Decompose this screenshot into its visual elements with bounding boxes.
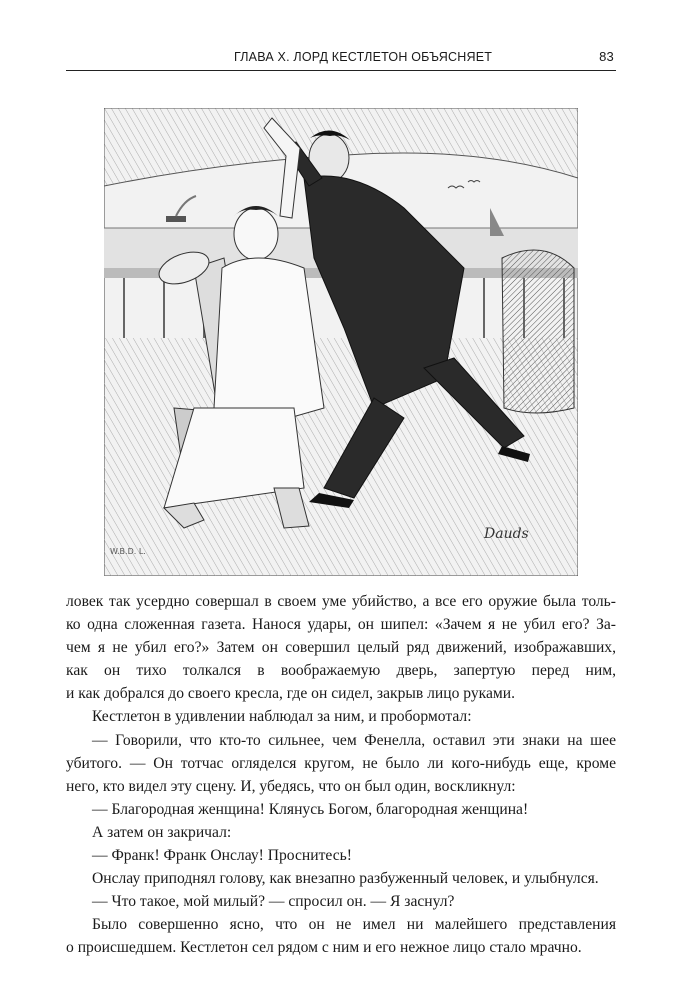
text-line-7: — Говорили, что кто-то сильнее, чем Фенелла, оставил эти знаки на шее [92,731,616,749]
text-line-13: Онслау приподнял голову, как внезапно разбуженный человек, и улыбнулся. [92,870,599,888]
text-line-16: о происшедшем. Кестлетон сел рядом с ним и его нежное лицо стало мрачно. [66,939,582,957]
text-line-14: — Что такое, мой милый? — спросил он. — Я заснул? [92,893,455,911]
text-line-9: него, кто видел эту сцену. И, убедясь, что он был один, воскликнул: [66,777,516,795]
page-number: 83 [599,49,614,64]
body-text [66,590,616,960]
running-header [66,46,616,71]
text-line-2: ко одна сложенная газета. Нанося удары, он шипел: «Зачем я не убил его? За- [66,616,616,634]
text-line-15: Было совершенно ясно, что он не имел ни малейшего представления [92,916,616,934]
illustration [104,108,578,576]
text-line-12: — Франк! Франк Онслау! Проснитесь! [92,847,352,865]
text-line-10: — Благородная женщина! Клянусь Богом, благородная женщина! [92,800,529,818]
text-line-5: и как добрался до своего кресла, где он сидел, закрыв лицо руками. [66,685,516,703]
text-line-1: ловек так усердно совершал в своем уме убийство, а все его оружие была толь- [66,593,616,610]
text-line-11: А затем он закричал: [92,823,232,841]
text-line-3: чем я не убил его?» Затем он совершил целый ряд движений, изображавших, [66,639,616,657]
illustration-signature: Dauds [484,526,529,542]
text-line-8: убитого. — Он тотчас огляделся кругом, не было ли кого-нибудь еще, кроме [66,754,616,772]
text-line-4: как он тихо толкался в воображаемую дверь, запертую перед ним, [66,662,616,680]
text-line-6: Кестлетон в удивлении наблюдал за ним, и пробормотал: [92,708,472,726]
illustration-corner-mark: W.B.D. L. [110,547,146,556]
chapter-title: ГЛАВА X. ЛОРД КЕСТЛЕТОН ОБЪЯСНЯЕТ [234,50,493,64]
illustration-drawing [104,108,578,576]
